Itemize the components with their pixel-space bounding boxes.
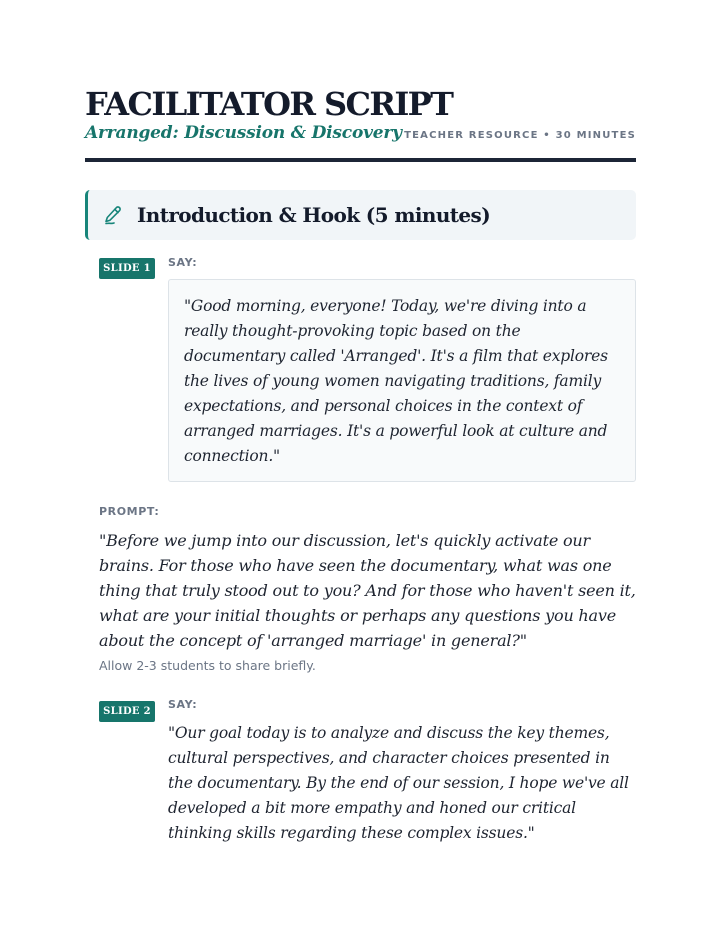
document-meta: TEACHER RESOURCE • 30 MINUTES [404,130,636,141]
say-text-box-1 [168,279,636,482]
section-title: Introduction & Hook (5 minutes) [137,203,491,227]
script-page [85,0,636,842]
slide-badge-1: SLIDE 1 [99,258,155,279]
say-label-2: SAY: [168,698,198,711]
prompt-label: PROMPT: [99,505,160,518]
document-subtitle: Arranged: Discussion & Discovery [85,123,402,143]
say-label-1: SAY: [168,256,198,269]
document-title: FACILITATOR SCRIPT [85,85,453,123]
slide-badge-2: SLIDE 2 [99,701,155,722]
prompt-text: "Before we jump into our discussion, let's quickly activate our brains. For those who have seen the documentary, what was one thing that truly stood out to you? And for those who haven't seen it, what are your initial thoughts or perhaps any questions you have about the concept of 'arranged marriage' in general?" [99,531,636,650]
document-header [85,0,636,162]
pen-icon [103,204,125,226]
say-text-1: "Good morning, everyone! Today, we're diving into a really thought-provoking topic based on the documentary called 'Arranged'. It's a film that explores the lives of young women navigating traditions, family expectations, and personal choices in the context of arranged marriages. It's a powerful look at culture and connection." [184,297,608,465]
prompt-note: Allow 2-3 students to share briefly. [99,658,316,673]
say-text-2: "Our goal today is to analyze and discuss the key themes, cultural perspectives, and character choices presented in the documentary. By the end of our session, I hope we've all developed a bit more empathy and honed our critical thinking skills regarding these complex issues." [168,724,629,842]
section-header-introduction [85,190,636,240]
